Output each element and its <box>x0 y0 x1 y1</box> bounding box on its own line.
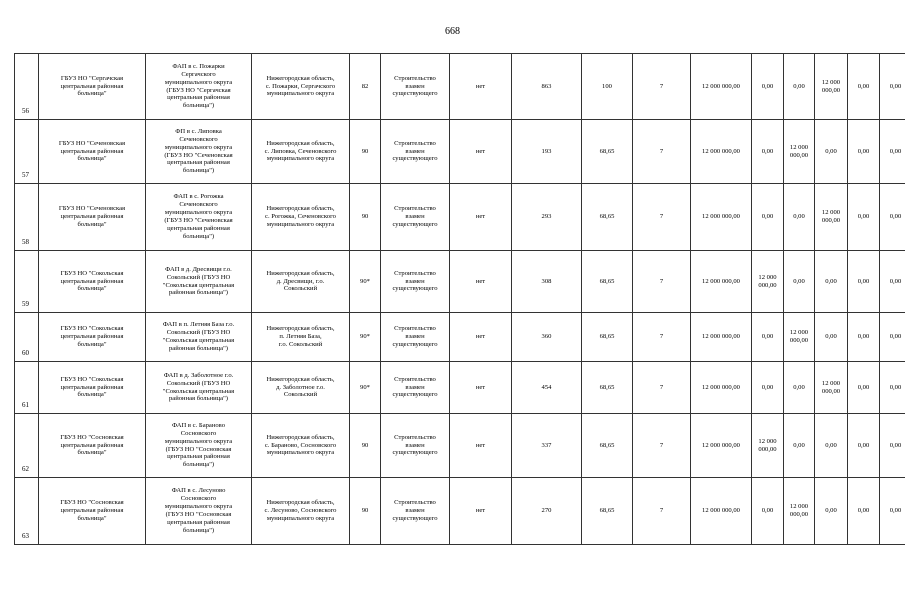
funding-year-2-cell-text: 12 000 000,00 <box>789 143 809 159</box>
facility-name-cell-text: ФАП в д. Дресвищи г.о. Сокольский (ГБУЗ НО "Сокольская центральная районная больница") <box>162 265 235 297</box>
address-cell <box>252 313 350 362</box>
flag-cell-text: нет <box>475 277 486 285</box>
table-row <box>15 313 905 362</box>
funding-year-3-cell-text: 12 000 000,00 <box>821 78 841 94</box>
population-cell <box>512 362 582 414</box>
work-type-cell <box>381 184 450 251</box>
row-number-text: 56 <box>22 106 29 115</box>
work-type-cell-text: Строительство взамен существующего <box>392 269 438 293</box>
percent-cell-text: 68,65 <box>599 277 615 285</box>
funding-year-5-cell-text: 0,00 <box>889 277 902 285</box>
percent-cell-text: 68,65 <box>599 383 615 391</box>
area-cell <box>350 362 381 414</box>
flag-cell <box>450 478 512 545</box>
funding-year-3-cell-text: 0,00 <box>825 507 837 515</box>
percent-cell <box>582 120 633 184</box>
row-number <box>15 54 39 120</box>
facility-name-cell <box>146 120 252 184</box>
funding-year-3-cell <box>815 251 848 313</box>
count-cell <box>633 414 691 478</box>
funding-year-5-cell <box>880 362 905 414</box>
funding-year-5-cell <box>880 414 905 478</box>
facility-name-cell <box>146 184 252 251</box>
flag-cell-text: нет <box>475 82 486 90</box>
percent-cell-text: 68,65 <box>599 147 615 155</box>
population-cell <box>512 54 582 120</box>
funding-year-3-cell-text: 0,00 <box>825 277 837 285</box>
funding-year-1-cell <box>752 414 784 478</box>
percent-cell <box>582 184 633 251</box>
work-type-cell-text: Строительство взамен существующего <box>392 74 438 98</box>
funding-year-2-cell-text: 0,00 <box>793 213 805 221</box>
total-cost-cell-text: 12 000 000,00 <box>702 213 740 221</box>
address-cell <box>252 251 350 313</box>
funding-year-4-cell-text: 0,00 <box>857 213 870 221</box>
address-cell-text: Нижегородская область, с. Пожарки, Сергачского муниципального округа <box>265 74 336 98</box>
total-cost-cell <box>691 251 752 313</box>
flag-cell-text: нет <box>475 507 486 515</box>
count-cell-text: 7 <box>659 441 664 449</box>
funding-year-4-cell-text: 0,00 <box>857 277 870 285</box>
work-type-cell <box>381 313 450 362</box>
work-type-cell-text: Строительство взамен существующего <box>392 325 438 348</box>
funding-year-5-cell-text: 0,00 <box>889 383 902 391</box>
flag-cell-text: нет <box>475 333 486 341</box>
facility-name-cell-text: ФАП в с. Лесуново Сосновского муниципального округа (ГБУЗ НО "Сосновская центральная районная больница") <box>164 487 233 534</box>
organization-cell-text: ГБУЗ НО "Сосновская центральная районная больница" <box>60 499 124 522</box>
funding-year-4-cell <box>848 184 880 251</box>
address-cell-text: Нижегородская область, д. Дресвищи, г.о. Сокольский <box>266 269 335 293</box>
organization-cell <box>39 414 146 478</box>
row-number <box>15 362 39 414</box>
area-cell-text: 82 <box>361 82 369 90</box>
address-cell-text: Нижегородская область, с. Лесуново, Сосновского муниципального округа <box>264 499 337 522</box>
funding-year-5-cell-text: 0,00 <box>889 441 902 449</box>
table-row <box>15 184 905 251</box>
population-cell <box>512 313 582 362</box>
funding-year-5-cell-text: 0,00 <box>889 147 902 155</box>
funding-year-5-cell <box>880 478 905 545</box>
work-type-cell <box>381 251 450 313</box>
funding-year-1-cell <box>752 54 784 120</box>
address-cell <box>252 54 350 120</box>
row-number-text: 61 <box>22 400 29 409</box>
percent-cell <box>582 414 633 478</box>
funding-year-2-cell-text: 12 000 000,00 <box>789 503 809 518</box>
facility-name-cell <box>146 251 252 313</box>
funding-year-5-cell <box>880 184 905 251</box>
funding-year-5-cell-text: 0,00 <box>889 507 902 515</box>
funding-year-5-cell <box>880 251 905 313</box>
area-cell <box>350 414 381 478</box>
total-cost-cell <box>691 184 752 251</box>
table-row <box>15 251 905 313</box>
funding-year-4-cell-text: 0,00 <box>857 441 870 449</box>
percent-cell-text: 68,65 <box>599 213 615 221</box>
funding-year-5-cell-text: 0,00 <box>889 213 902 221</box>
funding-year-1-cell-text: 0,00 <box>761 383 774 391</box>
organization-cell <box>39 54 146 120</box>
count-cell-text: 7 <box>659 507 664 515</box>
population-cell-text: 270 <box>541 507 552 515</box>
percent-cell-text: 68,65 <box>599 333 615 341</box>
facility-name-cell-text: ФАП в с. Рогожка Сеченовского муниципального округа (ГБУЗ НО "Сеченовская центральная районная больница") <box>164 193 233 240</box>
count-cell-text: 7 <box>659 82 664 90</box>
population-cell-text: 337 <box>541 441 552 449</box>
funding-year-4-cell-text: 0,00 <box>857 383 870 391</box>
funding-year-4-cell <box>848 54 880 120</box>
funding-year-1-cell <box>752 478 784 545</box>
total-cost-cell-text: 12 000 000,00 <box>702 147 740 155</box>
percent-cell-text: 68,65 <box>599 507 615 515</box>
count-cell <box>633 313 691 362</box>
facility-name-cell-text: ФАП в п. Летняя База г.о. Сокольский (ГБУЗ НО "Сокольская центральная районная больница") <box>162 321 235 352</box>
work-type-cell-text: Строительство взамен существующего <box>392 433 438 457</box>
funding-year-1-cell-text: 0,00 <box>761 147 774 155</box>
percent-cell <box>582 362 633 414</box>
area-cell <box>350 478 381 545</box>
flag-cell <box>450 414 512 478</box>
row-number <box>15 184 39 251</box>
work-type-cell-text: Строительство взамен существующего <box>392 205 438 228</box>
area-cell-text: 90* <box>360 277 370 285</box>
count-cell-text: 7 <box>659 333 664 341</box>
facility-name-cell-text: ФП в с. Липовка Сеченовского муниципального округа (ГБУЗ НО "Сеченовская центральная районная больница") <box>164 127 233 175</box>
table-row <box>15 478 905 545</box>
count-cell <box>633 54 691 120</box>
funding-year-1-cell <box>752 362 784 414</box>
facility-name-cell <box>146 313 252 362</box>
percent-cell-text: 100 <box>602 82 612 90</box>
funding-year-4-cell <box>848 414 880 478</box>
work-type-cell-text: Строительство взамен существующего <box>392 375 438 399</box>
flag-cell-text: нет <box>475 147 486 155</box>
flag-cell <box>450 251 512 313</box>
flag-cell <box>450 120 512 184</box>
funding-year-2-cell <box>784 120 815 184</box>
population-cell <box>512 251 582 313</box>
percent-cell <box>582 54 633 120</box>
count-cell-text: 7 <box>659 383 664 391</box>
address-cell <box>252 184 350 251</box>
organization-cell <box>39 313 146 362</box>
funding-year-1-cell-text: 0,00 <box>761 82 774 90</box>
facility-name-cell-text: ФАП в с. Пожарки Сергачского муниципального округа (ГБУЗ НО "Сергачская центральная районная больница") <box>164 62 233 110</box>
population-cell <box>512 120 582 184</box>
work-type-cell <box>381 478 450 545</box>
funding-year-4-cell-text: 0,00 <box>857 507 870 515</box>
population-cell-text: 360 <box>541 333 552 341</box>
area-cell-text: 90* <box>360 333 370 341</box>
funding-year-1-cell-text: 0,00 <box>761 333 774 341</box>
organization-cell-text: ГБУЗ НО "Сеченовская центральная районная больница" <box>58 139 126 163</box>
percent-cell <box>582 251 633 313</box>
facility-name-cell <box>146 362 252 414</box>
funding-year-2-cell <box>784 184 815 251</box>
organization-cell <box>39 184 146 251</box>
count-cell <box>633 251 691 313</box>
funding-year-3-cell <box>815 184 848 251</box>
funding-year-2-cell <box>784 313 815 362</box>
funding-year-3-cell-text: 0,00 <box>825 441 837 449</box>
flag-cell-text: нет <box>475 383 486 391</box>
flag-cell-text: нет <box>475 441 486 449</box>
funding-year-3-cell <box>815 362 848 414</box>
funding-year-1-cell-text: 12 000 000,00 <box>758 437 777 453</box>
funding-year-1-cell <box>752 184 784 251</box>
funding-year-3-cell-text: 0,00 <box>825 333 837 341</box>
population-cell <box>512 478 582 545</box>
facility-name-cell-text: ФАП в с. Бараново Сосновского муниципального округа (ГБУЗ НО "Сосновская центральная районная больница") <box>164 421 233 469</box>
area-cell-text: 90 <box>361 441 369 449</box>
funding-year-4-cell <box>848 362 880 414</box>
funding-year-2-cell <box>784 54 815 120</box>
work-type-cell <box>381 362 450 414</box>
funding-year-4-cell <box>848 313 880 362</box>
address-cell-text: Нижегородская область, с. Липовка, Сеченовского муниципального округа <box>264 139 337 163</box>
funding-year-2-cell-text: 0,00 <box>793 441 805 449</box>
funding-year-1-cell-text: 0,00 <box>761 507 774 515</box>
funding-year-2-cell-text: 12 000 000,00 <box>789 329 809 344</box>
flag-cell <box>450 362 512 414</box>
facility-name-cell <box>146 54 252 120</box>
row-number-text: 58 <box>22 237 29 246</box>
total-cost-cell <box>691 414 752 478</box>
facility-name-cell <box>146 414 252 478</box>
funding-year-3-cell <box>815 120 848 184</box>
funding-year-1-cell <box>752 120 784 184</box>
population-cell <box>512 414 582 478</box>
table-row <box>15 362 905 414</box>
area-cell-text: 90* <box>360 383 370 391</box>
percent-cell-text: 68,65 <box>599 441 615 449</box>
organization-cell-text: ГБУЗ НО "Сеченовская центральная районная больница" <box>58 205 126 228</box>
total-cost-cell <box>691 120 752 184</box>
funding-year-4-cell <box>848 120 880 184</box>
percent-cell <box>582 478 633 545</box>
total-cost-cell <box>691 54 752 120</box>
funding-year-4-cell <box>848 478 880 545</box>
organization-cell <box>39 251 146 313</box>
funding-year-2-cell-text: 0,00 <box>793 82 805 90</box>
area-cell <box>350 120 381 184</box>
organization-cell <box>39 478 146 545</box>
area-cell-text: 90 <box>361 507 369 515</box>
address-cell <box>252 362 350 414</box>
count-cell-text: 7 <box>659 147 664 155</box>
organization-cell <box>39 362 146 414</box>
count-cell <box>633 184 691 251</box>
address-cell-text: Нижегородская область, д. Заболотное г.о. Сокольский <box>266 375 335 399</box>
work-type-cell-text: Строительство взамен существующего <box>392 139 438 163</box>
total-cost-cell-text: 12 000 000,00 <box>702 333 740 341</box>
address-cell <box>252 120 350 184</box>
organization-cell-text: ГБУЗ НО "Сокольская центральная районная больница" <box>60 325 124 348</box>
row-number <box>15 120 39 184</box>
row-number-text: 63 <box>22 531 29 540</box>
work-type-cell <box>381 120 450 184</box>
population-cell-text: 193 <box>541 147 552 155</box>
organization-cell-text: ГБУЗ НО "Сокольская центральная районная больница" <box>60 375 124 399</box>
population-cell-text: 308 <box>541 277 552 285</box>
area-cell <box>350 251 381 313</box>
row-number-text: 62 <box>22 464 29 473</box>
row-number <box>15 313 39 362</box>
table-row <box>15 54 905 120</box>
funding-year-2-cell <box>784 414 815 478</box>
funding-year-3-cell <box>815 414 848 478</box>
area-cell <box>350 313 381 362</box>
population-cell <box>512 184 582 251</box>
funding-year-4-cell-text: 0,00 <box>857 147 870 155</box>
funding-year-5-cell-text: 0,00 <box>889 82 902 90</box>
total-cost-cell <box>691 313 752 362</box>
funding-year-2-cell-text: 0,00 <box>793 277 805 285</box>
funding-year-3-cell-text: 12 000 000,00 <box>821 379 841 395</box>
flag-cell-text: нет <box>475 213 486 221</box>
row-number-text: 59 <box>22 299 29 308</box>
population-cell-text: 454 <box>541 383 552 391</box>
funding-year-3-cell-text: 12 000 000,00 <box>821 209 841 224</box>
total-cost-cell <box>691 362 752 414</box>
flag-cell <box>450 184 512 251</box>
funding-year-2-cell <box>784 362 815 414</box>
flag-cell <box>450 313 512 362</box>
count-cell-text: 7 <box>659 213 664 221</box>
facility-name-cell <box>146 478 252 545</box>
funding-year-1-cell <box>752 251 784 313</box>
total-cost-cell-text: 12 000 000,00 <box>702 277 740 285</box>
address-cell-text: Нижегородская область, с. Рогожка, Сеченовского муниципального округа <box>265 205 336 228</box>
total-cost-cell-text: 12 000 000,00 <box>702 441 740 449</box>
population-cell-text: 293 <box>541 213 552 221</box>
funding-year-4-cell-text: 0,00 <box>857 82 870 90</box>
funding-year-2-cell <box>784 251 815 313</box>
row-number-text: 57 <box>22 170 29 179</box>
funding-year-5-cell <box>880 54 905 120</box>
population-cell-text: 863 <box>541 82 552 90</box>
total-cost-cell-text: 12 000 000,00 <box>702 383 740 391</box>
count-cell <box>633 120 691 184</box>
flag-cell <box>450 54 512 120</box>
area-cell-text: 90 <box>361 213 369 221</box>
row-number <box>15 414 39 478</box>
work-type-cell-text: Строительство взамен существующего <box>392 499 438 522</box>
area-cell-text: 90 <box>361 147 369 155</box>
facility-name-cell-text: ФАП в д. Заболотное г.о. Сокольский (ГБУЗ НО "Сокольская центральная районная больница") <box>162 371 235 403</box>
row-number-text: 60 <box>22 348 29 357</box>
funding-year-5-cell-text: 0,00 <box>889 333 902 341</box>
funding-year-1-cell-text: 12 000 000,00 <box>758 273 777 289</box>
funding-year-1-cell <box>752 313 784 362</box>
organization-cell <box>39 120 146 184</box>
address-cell-text: Нижегородская область, п. Летняя База, г.о. Сокольский <box>266 325 335 348</box>
table-row <box>15 414 905 478</box>
organization-cell-text: ГБУЗ НО "Сокольская центральная районная больница" <box>60 269 124 293</box>
funding-year-3-cell <box>815 313 848 362</box>
percent-cell <box>582 313 633 362</box>
table-body <box>15 54 905 545</box>
count-cell <box>633 478 691 545</box>
area-cell <box>350 184 381 251</box>
funding-year-1-cell-text: 0,00 <box>761 213 774 221</box>
organization-cell-text: ГБУЗ НО "Сосновская центральная районная больница" <box>60 433 124 457</box>
work-type-cell <box>381 54 450 120</box>
total-cost-cell <box>691 478 752 545</box>
funding-year-4-cell-text: 0,00 <box>857 333 870 341</box>
count-cell <box>633 362 691 414</box>
address-cell <box>252 478 350 545</box>
funding-year-5-cell <box>880 120 905 184</box>
funding-year-3-cell <box>815 54 848 120</box>
address-cell-text: Нижегородская область, с. Бараново, Сосновского муниципального округа <box>264 433 337 457</box>
funding-year-3-cell <box>815 478 848 545</box>
address-cell <box>252 414 350 478</box>
funding-year-3-cell-text: 0,00 <box>825 147 837 155</box>
page-number: 668 <box>445 26 460 37</box>
organization-cell-text: ГБУЗ НО "Сергачская центральная районная больница" <box>60 74 124 98</box>
row-number <box>15 251 39 313</box>
funding-year-2-cell-text: 0,00 <box>793 383 805 391</box>
total-cost-cell-text: 12 000 000,00 <box>702 507 740 515</box>
facility-registry-table <box>14 53 905 545</box>
row-number <box>15 478 39 545</box>
funding-year-4-cell <box>848 251 880 313</box>
table-row <box>15 120 905 184</box>
funding-year-5-cell <box>880 313 905 362</box>
area-cell <box>350 54 381 120</box>
work-type-cell <box>381 414 450 478</box>
count-cell-text: 7 <box>659 277 664 285</box>
total-cost-cell-text: 12 000 000,00 <box>702 82 740 90</box>
funding-year-2-cell <box>784 478 815 545</box>
